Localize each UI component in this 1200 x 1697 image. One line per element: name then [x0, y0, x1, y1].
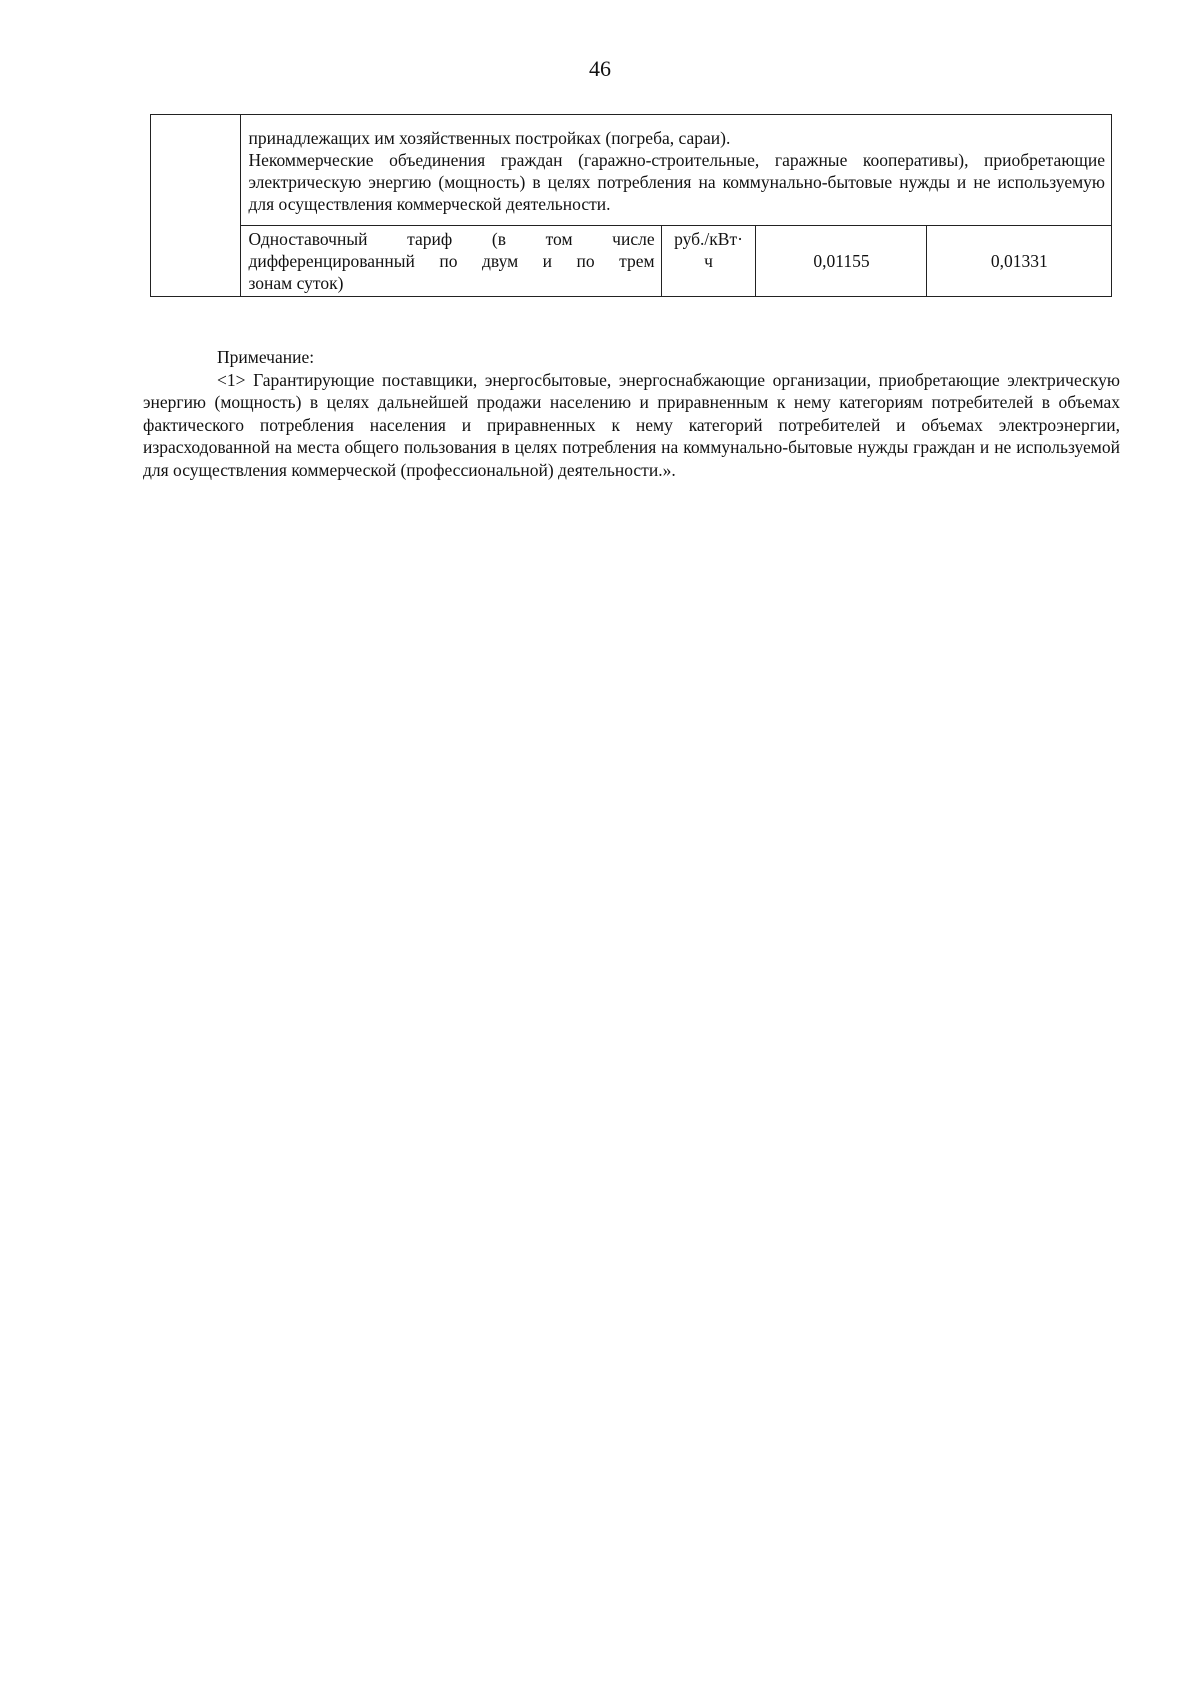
tariff-name-line: Одноставочный тариф (в том числе [248, 229, 655, 249]
tariff-name-line: дифференцированный по двум и по трем [248, 251, 655, 271]
page-number: 46 [589, 56, 611, 81]
row-number-cell [151, 115, 241, 297]
unit-line: ч [704, 251, 713, 271]
table-row [151, 226, 1112, 297]
tariff-value-first-half: 0,01155 [756, 226, 926, 297]
tariff-name-cell [241, 226, 661, 297]
note-section [143, 346, 1120, 481]
note-body: <1> Гарантирующие поставщики, энергосбытовые, энергоснабжающие организации, приобретающие электрическую энергию (мощность) в целях дальнейшей продажи населению и приравненным к нему категориям потребителей в объемах фактического потребления населения и приравненных к нему категорий потребителей и объемах электроэнергии, израсходованной на места общего пользования в целях потребления на коммунально-бытовые нужды граждан и не используемой для осуществления коммерческой (профессиональной) деятельности.». [143, 369, 1120, 480]
tariff-value-second-half: 0,01331 [926, 226, 1111, 297]
tariff-table [150, 114, 1112, 297]
unit-cell [661, 226, 756, 297]
category-text-line: принадлежащих им хозяйственных постройках (погреба, сараи). [248, 128, 731, 148]
unit-line: руб./кВт· [674, 229, 743, 249]
tariff-name-line: зонам суток) [248, 273, 344, 293]
category-text-paragraph: Некоммерческие объединения граждан (гаражно-строительные, гаражные кооперативы), приобретающие электрическую энергию (мощность) в целях потребления на коммунально-бытовые нужды и не используемую для осуществления коммерческой деятельности. [248, 150, 1105, 214]
consumer-category-cell [241, 115, 1112, 226]
note-title: Примечание: [217, 347, 315, 367]
table-row [151, 115, 1112, 226]
